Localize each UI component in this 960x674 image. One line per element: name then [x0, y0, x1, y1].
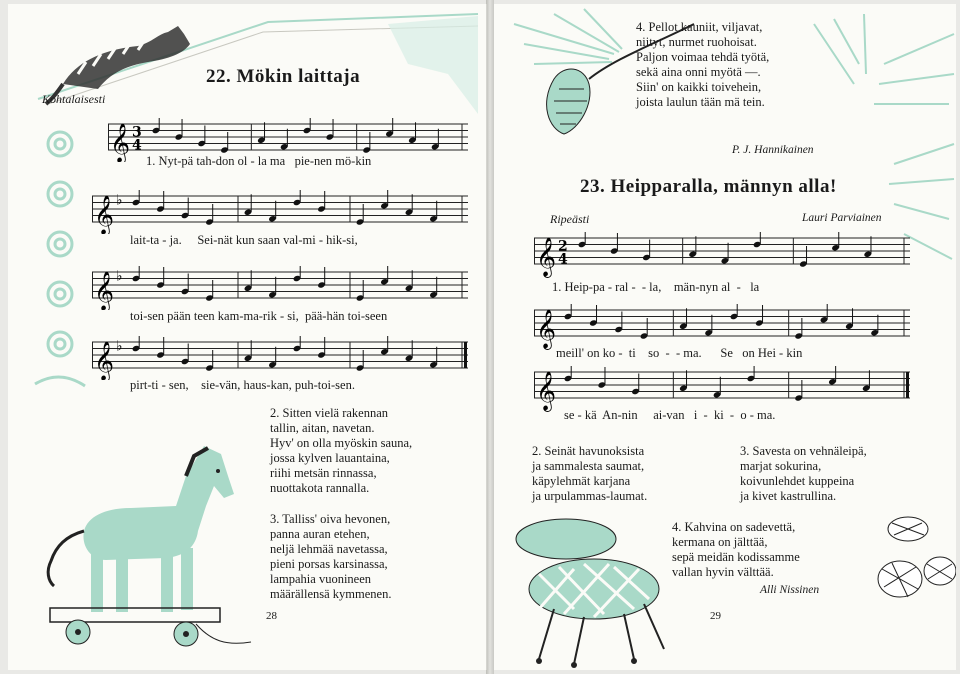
toy-horse-illustration — [36, 436, 256, 662]
verse-line: lampahia vuonineen — [270, 572, 372, 586]
svg-text:𝄞: 𝄞 — [94, 195, 115, 234]
lyric-line-2: lait-ta - ja. Sei-nät kun saan val-mi - hik-si, — [130, 233, 358, 247]
verse-line: 4. Kahvina on sadevettä, — [672, 520, 796, 534]
svg-text:4: 4 — [132, 137, 142, 154]
svg-text:𝄞: 𝄞 — [536, 371, 557, 411]
verse-line: neljä lehmää navetassa, — [270, 542, 388, 556]
svg-text:𝄞: 𝄞 — [536, 309, 557, 349]
verse-3 — [270, 512, 391, 602]
verse-line: 3. Savesta on vehnäleipä, — [740, 444, 867, 458]
tempo-marking: Kohtalaisesti — [42, 92, 106, 106]
verse-2 — [532, 444, 647, 504]
svg-text:𝄞: 𝄞 — [110, 123, 131, 162]
verse-line: jossa kylven lauantaina, — [270, 451, 390, 465]
verse-line: määrällensä kymmenen. — [270, 587, 392, 601]
left-page — [8, 4, 487, 670]
song-title: 23. Heipparalla, männyn alla! — [580, 176, 837, 197]
music-staff-1 — [534, 232, 910, 278]
svg-text:♭: ♭ — [116, 192, 123, 209]
small-pinecone-cows-illustration — [872, 509, 956, 609]
svg-text:3: 3 — [132, 124, 142, 141]
spiral-ornament-icon — [30, 124, 90, 394]
music-staff-2 — [534, 304, 910, 350]
svg-text:𝄞: 𝄞 — [94, 271, 115, 310]
verse-line: tallin, aitan, navetan. — [270, 421, 375, 435]
lyric-line-3: se - kä An-nin ai-van i - ki - o - ma. — [564, 408, 776, 422]
verse-line: vallan hyvin välttää. — [672, 565, 774, 579]
svg-text:2: 2 — [558, 238, 568, 255]
verse-line: Paljon voimaa tehdä työtä, — [636, 50, 770, 64]
verse-line: joista laulun tään mä tein. — [636, 95, 765, 109]
music-staff-2 — [92, 190, 468, 234]
verse-line: 4. Pellot kauniit, viljavat, — [636, 20, 763, 34]
svg-text:𝄞: 𝄞 — [94, 341, 115, 380]
verse-line: sekä aina onni myötä —. — [636, 65, 761, 79]
music-staff-3 — [534, 366, 910, 412]
lyric-line-1: 1. Heip-pa - ral - - la, män-nyn al - la — [552, 280, 760, 294]
book-gutter — [486, 0, 494, 674]
page-number: 29 — [710, 610, 721, 622]
verse-3 — [740, 444, 867, 504]
lyric-line-1: 1. Nyt-pä tah-don ol - la ma pie-nen mö-kin — [146, 154, 372, 168]
verse-2 — [270, 406, 412, 496]
author: Alli Nissinen — [760, 584, 820, 596]
verse-4 — [672, 520, 800, 580]
verse-line: käpylehmät karjana — [532, 474, 631, 488]
verse-line: panna auran etehen, — [270, 527, 370, 541]
pinecone-cows-illustration — [494, 509, 674, 670]
verse-line: sepä meidän kodissamme — [672, 550, 800, 564]
lyric-line-4: pirt-ti - sen, sie-vän, haus-kan, puh-toi-sen. — [130, 378, 355, 392]
right-page — [494, 4, 956, 670]
verse-line: ja sammalesta saumat, — [532, 459, 645, 473]
verse-line: 3. Talliss' oiva hevonen, — [270, 512, 391, 526]
verse-line: ja urpulammas-laumat. — [532, 489, 648, 503]
verse-line: ja kivet kastrullina. — [740, 489, 837, 503]
svg-text:♭: ♭ — [116, 268, 123, 285]
page-number: 28 — [266, 610, 277, 622]
verse-line: niityt, nurmet ruohoisat. — [636, 35, 757, 49]
verse-4-previous-song — [636, 20, 769, 110]
verse-line: 2. Sitten vielä rakennan — [270, 406, 389, 420]
verse-line: nuottakota rannalla. — [270, 481, 370, 495]
verse-line: riihi metsän rinnassa, — [270, 466, 377, 480]
song-title: 22. Mökin laittaja — [206, 66, 361, 87]
svg-text:4: 4 — [558, 251, 568, 268]
music-staff-3 — [92, 266, 468, 310]
lyric-line-2: meill' on ko - ti so - - ma. Se on Hei - kin — [556, 346, 803, 360]
tempo-marking: Ripeästi — [550, 212, 590, 226]
verse-line: Hyv' on olla myöskin sauna, — [270, 436, 413, 450]
verse-line: pieni porsas karsinassa, — [270, 557, 388, 571]
music-staff-4 — [92, 336, 468, 380]
verse-line: kermana on jälttää, — [672, 535, 768, 549]
verse-line: 2. Seinät havunoksista — [532, 444, 645, 458]
verse-line: marjat sokurina, — [740, 459, 822, 473]
verse-line: koivunlehdet kuppeina — [740, 474, 855, 488]
lyric-line-3: toi-sen pään teen kam-ma-rik - si, pää-hän toi-seen — [130, 309, 388, 323]
composer: Lauri Parviainen — [802, 212, 882, 224]
verse-line: Siin' on kaikki toivehein, — [636, 80, 762, 94]
svg-text:𝄞: 𝄞 — [536, 237, 557, 277]
svg-text:♭: ♭ — [116, 338, 123, 355]
previous-author: P. J. Hannikainen — [732, 144, 814, 156]
